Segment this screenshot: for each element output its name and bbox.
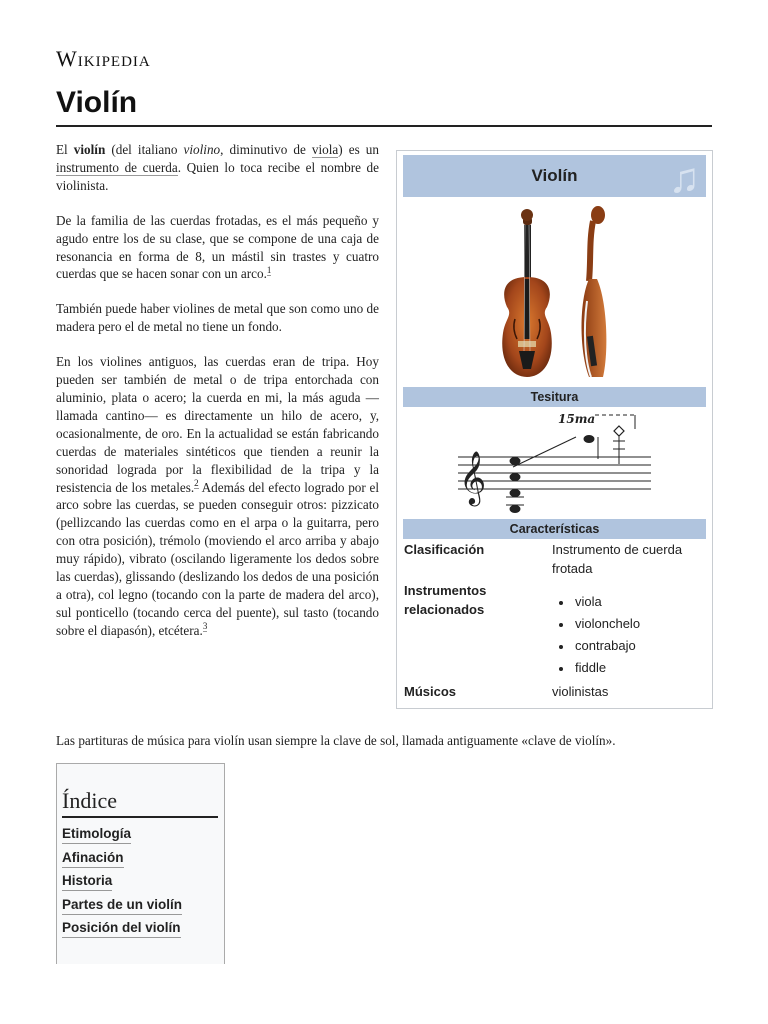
paragraph-strings — [56, 353, 379, 640]
clasificacion-link[interactable]: Instrumento de cuerda frotada — [552, 542, 683, 576]
violin-side — [582, 206, 607, 377]
table-of-contents — [56, 763, 225, 964]
music-note-icon: ♫ — [668, 155, 700, 197]
toc-item-partes[interactable]: Partes de un violín — [62, 896, 182, 915]
text-run: (del italiano — [105, 142, 184, 157]
text-run: También puede haber violines de metal que son como uno de madera pero el de metal no tiene un fondo. — [56, 301, 379, 335]
list-item-fiddle[interactable]: fiddle — [557, 657, 640, 679]
violin-image[interactable] — [403, 201, 706, 383]
text-run: ) es un — [338, 142, 379, 157]
paragraph-intro — [56, 141, 379, 195]
paragraph-metal — [56, 300, 379, 336]
infobox-title: Violín — [531, 166, 578, 185]
reference-link[interactable]: 1 — [266, 265, 272, 276]
violin-front — [502, 209, 552, 377]
infobox — [396, 150, 713, 709]
toc-item-etimologia[interactable]: Etimología — [62, 825, 131, 844]
list-item-violonchelo[interactable]: violonchelo — [557, 613, 640, 635]
clasificacion-label: Clasificación — [404, 542, 485, 557]
infobox-title-bar — [403, 155, 706, 197]
musicos-link[interactable]: violinistas — [552, 684, 609, 699]
italic-term: violino — [183, 142, 221, 157]
svg-text:𝄞: 𝄞 — [459, 450, 487, 504]
reference-link[interactable]: 2 — [194, 478, 199, 489]
text-run: De la familia de las cuerdas frotadas, es el más pequeño y agudo entre los de su clase, que se compone de una caja de resonancia en forma de 8, un mástil sin trastes y cuatro cuerdas que se hacen sonar con un arco. — [56, 212, 379, 282]
title-divider — [56, 125, 712, 127]
caracteristicas-header: Características — [403, 519, 706, 539]
wikipedia-logo[interactable]: Wikipedia — [56, 46, 151, 71]
list-item-contrabajo[interactable]: contrabajo — [557, 635, 640, 657]
text-run: Además del efecto logrado por el arco sobre las cuerdas, se pueden conseguir otros: pizzicato (pellizcando las cuerdas como en el arpa o la guitarra, pero con otra posición), trémolo (moviendo el arco arriba y abajo muy rápido), vibrato (oscilando ligeramente los dedos sobre las cuerdas), glissando (deslizando los dedos de una posición a otra), col legno (tocando con la parte de madera del arco), sul ponticello (tocando cerca del puente), sul tasto (tocando sobre el diapasón), etcétera. — [56, 479, 379, 638]
toc-item-historia[interactable]: Historia — [62, 872, 112, 891]
link-instrumento-de-cuerda[interactable]: instrumento de cuerda — [56, 159, 178, 175]
tesitura-staff[interactable] — [403, 409, 706, 519]
article-body — [56, 141, 379, 657]
toc-item-afinacion[interactable]: Afinación — [62, 849, 124, 868]
page-title: Violín — [56, 86, 138, 119]
tesitura-header: Tesitura — [403, 387, 706, 407]
text-run: El — [56, 142, 74, 157]
text-run: , diminutivo de — [220, 142, 312, 157]
paragraph-clef: Las partituras de música para violín usan siempre la clave de sol, llamada antiguamente «clave de violín». — [56, 733, 616, 748]
text-run: . Quien lo toca recibe el nombre de violinista. — [56, 159, 379, 193]
paragraph-family — [56, 212, 379, 284]
text-run: En los violines antiguos, las cuerdas eran de tripa. Hoy pueden ser también de metal o de tripa entorchada con aluminio, plata o acero; la cuerda en mi, la más aguda —llamada cantino— es directamente un hilo de acero, y, ocasionalmente, de oro. En la actualidad se están fabricando cuerdas de materiales sintéticos que tienden a reunir la sonoridad lograda por la flexibilidad de la tripa y la resistencia de los metales. — [56, 354, 379, 495]
relacionados-list — [557, 591, 640, 679]
staff-marking: 15ma — [558, 412, 596, 426]
list-item-viola[interactable]: viola — [557, 591, 640, 613]
toc-title: Índice — [62, 788, 218, 818]
link-viola[interactable]: viola — [311, 142, 339, 157]
relacionados-label: Instrumentos relacionados — [404, 583, 487, 617]
musicos-label: Músicos — [404, 684, 457, 699]
bold-term: violín — [73, 142, 106, 157]
toc-item-posicion[interactable]: Posición del violín — [62, 919, 181, 938]
reference-link[interactable]: 3 — [202, 621, 208, 632]
